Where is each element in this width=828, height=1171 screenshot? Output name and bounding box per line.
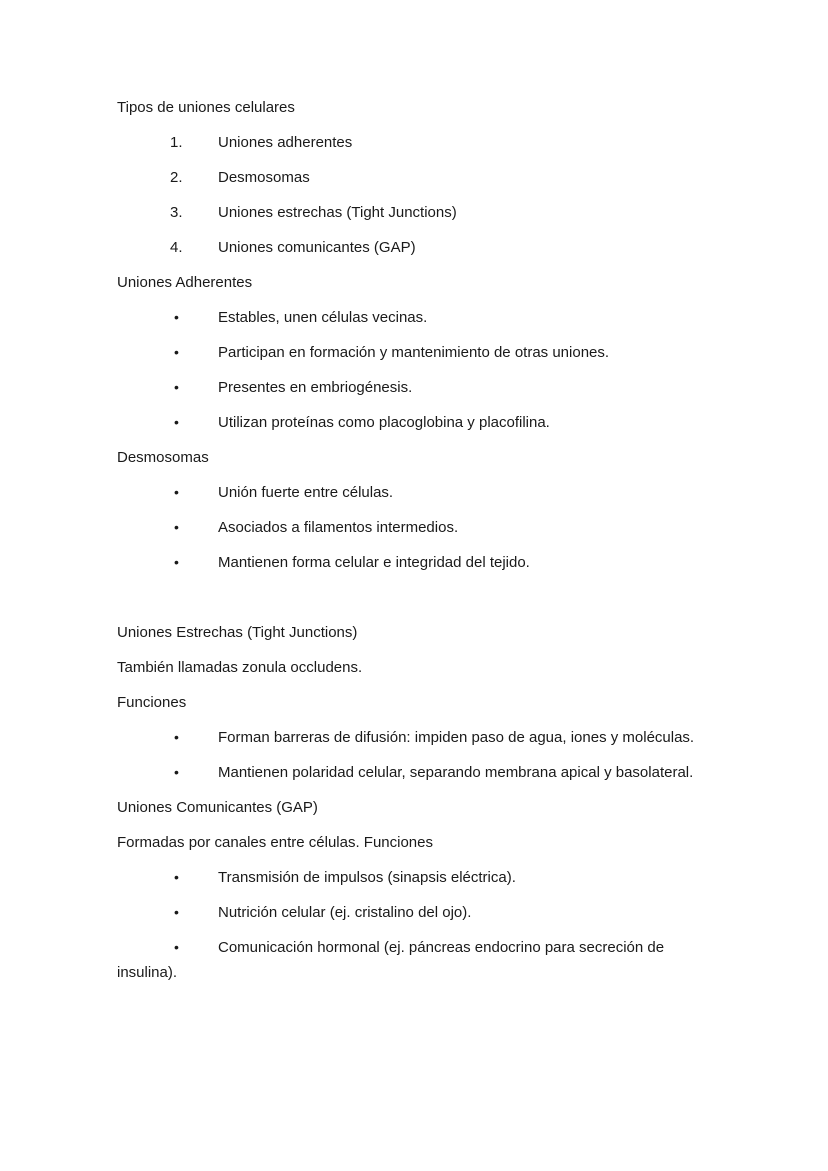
- bullet-list-item: [117, 900, 728, 925]
- list-item-text: Forman barreras de difusión: impiden paso de agua, iones y moléculas.: [218, 729, 695, 746]
- empty-line: [117, 585, 728, 610]
- bullet-list-item: [117, 375, 728, 400]
- list-number: 4.: [170, 239, 183, 256]
- paragraph: Formadas por canales entre células. Funciones: [117, 834, 433, 851]
- list-item-text: Desmosomas: [218, 169, 310, 186]
- numbered-list-item: [117, 165, 728, 190]
- paragraph-heading: Funciones: [117, 694, 187, 711]
- bullet-list-item: [117, 935, 728, 985]
- bullet-list-item: [117, 865, 728, 890]
- paragraph-heading: Uniones Comunicantes (GAP): [117, 799, 318, 816]
- paragraph-heading: Uniones Adherentes: [117, 274, 253, 291]
- paragraph-title: Tipos de uniones celulares: [117, 99, 295, 116]
- list-item-text: Mantienen polaridad celular, separando membrana apical y basolateral.: [218, 764, 694, 781]
- bullet-list-item: [117, 550, 728, 575]
- bullet-icon: •: [174, 554, 179, 570]
- list-item-text: Unión fuerte entre células.: [218, 484, 394, 501]
- list-item-text: Participan en formación y mantenimiento de otras uniones.: [218, 344, 610, 361]
- list-item-text: Asociados a filamentos intermedios.: [218, 519, 459, 536]
- list-item-text: Nutrición celular (ej. cristalino del ojo).: [218, 904, 472, 921]
- list-number: 1.: [170, 134, 183, 151]
- bullet-list-item: [117, 410, 728, 435]
- paragraph-heading: Desmosomas: [117, 449, 209, 466]
- bullet-icon: •: [174, 344, 179, 360]
- list-item-text: Utilizan proteínas como placoglobina y placofilina.: [218, 414, 550, 431]
- paragraph: También llamadas zonula occludens.: [117, 659, 363, 676]
- bullet-list-item: [117, 480, 728, 505]
- list-item-text: Comunicación hormonal (ej. páncreas endocrino para secreción de insulina).: [117, 939, 665, 981]
- bullet-list-item: [117, 515, 728, 540]
- bullet-icon: •: [174, 729, 179, 745]
- bullet-icon: •: [174, 764, 179, 780]
- bullet-icon: •: [174, 309, 179, 325]
- bullet-list-item: [117, 760, 728, 785]
- paragraph-heading: Uniones Estrechas (Tight Junctions): [117, 624, 358, 641]
- list-number: 3.: [170, 204, 183, 221]
- bullet-icon: •: [174, 414, 179, 430]
- list-item-text: Presentes en embriogénesis.: [218, 379, 413, 396]
- bullet-icon: •: [174, 939, 179, 955]
- numbered-list-item: [117, 235, 728, 260]
- numbered-list-item: [117, 130, 728, 155]
- list-number: 2.: [170, 169, 183, 186]
- bullet-icon: •: [174, 519, 179, 535]
- bullet-icon: •: [174, 379, 179, 395]
- bullet-list-item: [117, 305, 728, 330]
- list-item-text: Uniones comunicantes (GAP): [218, 239, 416, 256]
- bullet-icon: •: [174, 904, 179, 920]
- bullet-icon: •: [174, 869, 179, 885]
- list-item-text: Estables, unen células vecinas.: [218, 309, 428, 326]
- bullet-list-item: [117, 340, 728, 365]
- bullet-list-item: [117, 725, 728, 750]
- list-item-text: Mantienen forma celular e integridad del tejido.: [218, 554, 530, 571]
- list-item-text: Uniones adherentes: [218, 134, 353, 151]
- numbered-list-item: [117, 200, 728, 225]
- list-item-text: Uniones estrechas (Tight Junctions): [218, 204, 457, 221]
- bullet-icon: •: [174, 484, 179, 500]
- list-item-text: Transmisión de impulsos (sinapsis eléctrica).: [218, 869, 516, 886]
